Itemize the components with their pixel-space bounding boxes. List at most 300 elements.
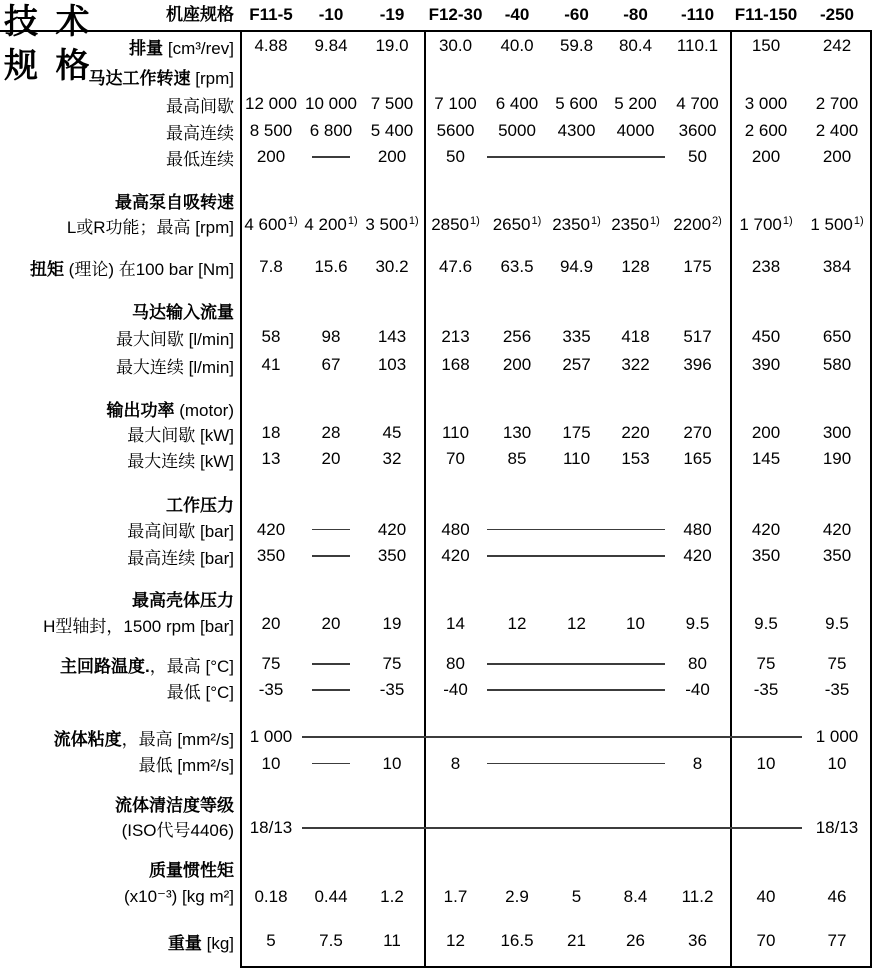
value-cell: 5 xyxy=(571,887,582,906)
table-row xyxy=(0,254,880,280)
table-row xyxy=(0,62,880,90)
row-label: 工作压力 xyxy=(166,495,234,515)
value-cell-continuation xyxy=(606,736,665,738)
value-cell: 200 xyxy=(502,355,532,374)
value-cell: 12 000 xyxy=(245,94,297,113)
value-cell: 18 xyxy=(261,423,281,442)
spacer-row xyxy=(0,378,880,396)
value-cell-continuation xyxy=(487,763,547,765)
value-cell: 350 xyxy=(751,546,781,565)
continuation-line xyxy=(312,529,350,531)
value-cell: 238 xyxy=(751,257,781,276)
value-cell: 5 200 xyxy=(614,94,657,113)
continuation-line xyxy=(487,555,547,557)
value-cell: 75 xyxy=(827,654,847,673)
column-header: -19 xyxy=(379,5,405,24)
value-cell: 16.5 xyxy=(500,931,534,950)
table-top-border xyxy=(0,30,872,32)
continuation-line xyxy=(312,156,350,158)
page-title-line2: 规 格 xyxy=(4,47,94,85)
row-label: 流体粘度，最高 [mm²/s] xyxy=(53,729,234,749)
value-cell: 200 xyxy=(377,147,407,166)
value-cell-continuation xyxy=(302,529,360,531)
value-cell: 0.44 xyxy=(314,887,348,906)
value-cell: 200 xyxy=(822,147,852,166)
table-row xyxy=(0,880,880,914)
value-cell: 420 xyxy=(256,519,286,539)
continuation-line xyxy=(730,827,802,829)
value-cell: 11 xyxy=(383,931,401,950)
row-label: 最高连续 xyxy=(166,123,234,143)
value-cell: 50 xyxy=(446,147,465,166)
table-row xyxy=(0,651,880,677)
value-cell-continuation xyxy=(302,827,360,829)
value-cell: 19.0 xyxy=(375,36,409,55)
continuation-line xyxy=(606,663,665,665)
value-cell: 20 xyxy=(321,614,341,633)
table-header-row xyxy=(0,0,872,30)
column-header: -60 xyxy=(564,5,589,24)
continuation-line xyxy=(547,529,606,531)
value-cell: 36 xyxy=(688,931,707,950)
value-cell: 12 xyxy=(507,614,527,633)
value-cell-continuation xyxy=(302,555,360,557)
value-cell: 335 xyxy=(562,327,591,346)
value-cell: -35 xyxy=(824,680,850,699)
continuation-line xyxy=(547,156,606,158)
value-cell: 75 xyxy=(756,654,776,673)
value-cell-continuation xyxy=(606,156,665,158)
value-cell-continuation xyxy=(665,736,730,738)
spacer-row xyxy=(0,238,880,254)
value-cell-continuation xyxy=(424,736,487,738)
value-cell: 58 xyxy=(261,327,281,346)
row-label: 最高间歇 [bar] xyxy=(127,522,234,541)
value-cell-continuation xyxy=(424,827,487,829)
value-cell: 80 xyxy=(446,654,465,673)
continuation-line xyxy=(606,156,665,158)
continuation-line xyxy=(606,555,665,557)
value-cell: 1 700 1) xyxy=(739,215,793,234)
value-cell: 350 xyxy=(377,546,407,565)
value-cell: 384 xyxy=(822,257,852,276)
value-cell: 40 xyxy=(756,887,776,906)
column-header: F11-150 xyxy=(734,5,798,24)
value-cell: 6 800 xyxy=(309,121,353,140)
continuation-line xyxy=(487,663,547,665)
value-cell: -40 xyxy=(443,680,468,699)
value-cell: 85 xyxy=(507,449,527,468)
row-label: 主回路温度.，最高 [°C] xyxy=(60,656,234,676)
spacer-row xyxy=(0,638,880,651)
value-cell: 257 xyxy=(562,355,591,374)
value-cell-continuation xyxy=(547,529,606,531)
value-cell: 10 xyxy=(382,753,402,773)
column-header: -10 xyxy=(318,5,344,24)
value-cell-continuation xyxy=(302,736,360,738)
value-cell-continuation xyxy=(302,156,360,158)
continuation-line xyxy=(547,663,606,665)
row-label: 最大间歇 [l/min] xyxy=(115,329,234,349)
table-row xyxy=(0,490,880,516)
row-label: L或R功能；最高 [rpm] xyxy=(66,217,234,237)
value-cell: 143 xyxy=(377,327,407,346)
table-row xyxy=(0,298,880,322)
table-row xyxy=(0,322,880,352)
continuation-line xyxy=(312,763,350,765)
value-cell: 517 xyxy=(683,327,712,346)
table-row xyxy=(0,144,880,170)
continuation-line xyxy=(665,736,730,738)
continuation-line xyxy=(487,689,547,691)
column-header: F11-5 xyxy=(249,5,293,24)
column-header: -40 xyxy=(504,5,530,24)
table-row xyxy=(0,446,880,472)
value-cell: 4 200 1) xyxy=(304,215,358,234)
value-cell: 12 xyxy=(446,931,465,950)
table-row xyxy=(0,610,880,638)
value-cell: 200 xyxy=(256,147,286,166)
value-cell-continuation xyxy=(606,763,665,765)
spacer-row xyxy=(0,280,880,298)
table-row xyxy=(0,750,880,777)
value-cell: 14 xyxy=(446,614,465,633)
row-label: 质量惯性矩 xyxy=(149,860,234,880)
value-cell-continuation xyxy=(547,156,606,158)
value-cell: 145 xyxy=(751,449,781,468)
column-header: -80 xyxy=(623,5,648,24)
value-cell: 63.5 xyxy=(500,257,534,276)
value-cell: 220 xyxy=(621,423,650,442)
row-label: 最高连续 [bar] xyxy=(127,548,234,568)
table-row xyxy=(0,352,880,378)
value-cell: 3 000 xyxy=(744,94,788,113)
value-cell: 165 xyxy=(683,449,712,468)
spacer-row xyxy=(0,472,880,490)
spacer-row xyxy=(0,956,880,968)
value-cell: 20 xyxy=(261,614,281,633)
table-row xyxy=(0,188,880,212)
value-cell: 9.84 xyxy=(314,36,348,55)
value-cell: 4.88 xyxy=(254,36,288,55)
value-cell: 420 xyxy=(751,519,781,539)
row-label: (x10⁻³) [kg m²] xyxy=(123,887,234,906)
value-cell: 130 xyxy=(502,423,532,442)
value-cell: 200 xyxy=(751,147,781,166)
value-cell: 28 xyxy=(321,423,341,442)
continuation-line xyxy=(547,689,606,691)
row-label: 最高壳体压力 xyxy=(132,590,234,610)
value-cell: 2350 1) xyxy=(552,215,601,234)
value-cell: 350 xyxy=(256,546,286,565)
value-cell: 13 xyxy=(261,449,281,468)
row-label: 排量 [cm³/rev] xyxy=(129,38,234,58)
value-cell: 5 600 xyxy=(555,94,598,113)
value-cell: 5600 xyxy=(436,121,475,140)
value-cell: 10 000 xyxy=(305,94,357,113)
value-cell: 9.5 xyxy=(825,614,849,633)
value-cell: 80.4 xyxy=(618,36,653,55)
table-row xyxy=(0,856,880,880)
value-cell: 10 xyxy=(756,753,776,773)
value-cell: 10 xyxy=(827,753,847,773)
table-row xyxy=(0,118,880,144)
continuation-line xyxy=(312,555,350,557)
continuation-line xyxy=(487,736,547,738)
table-row xyxy=(0,516,880,543)
value-cell: 6 400 xyxy=(495,94,539,113)
value-cell-continuation xyxy=(487,156,547,158)
value-cell: 26 xyxy=(626,931,645,950)
continuation-line xyxy=(487,827,547,829)
value-cell: 322 xyxy=(621,355,650,374)
row-label: H型轴封，1500 rpm [bar] xyxy=(43,616,234,636)
value-cell: 7.5 xyxy=(319,931,343,950)
value-cell: 2 700 xyxy=(815,94,859,113)
table-row xyxy=(0,791,880,815)
value-cell-continuation xyxy=(547,555,606,557)
value-cell: 128 xyxy=(621,257,650,276)
value-cell: 21 xyxy=(567,931,586,950)
spacer-row xyxy=(0,777,880,791)
value-cell: 270 xyxy=(683,423,712,442)
value-cell: 420 xyxy=(441,546,470,565)
value-cell-continuation xyxy=(606,689,665,691)
value-cell: 390 xyxy=(751,355,781,374)
value-cell: 420 xyxy=(683,546,712,565)
value-cell: 110.1 xyxy=(676,36,719,55)
row-label: 输出功率 (motor) xyxy=(106,400,234,420)
row-label: 最低 [mm²/s] xyxy=(138,756,234,775)
value-cell: 2650 1) xyxy=(492,215,542,234)
value-cell: 7 100 xyxy=(434,94,477,113)
value-cell-continuation xyxy=(487,689,547,691)
table-row xyxy=(0,420,880,446)
value-cell: 11.2 xyxy=(681,887,714,906)
row-label: 重量 [kg] xyxy=(167,933,234,953)
value-cell: 103 xyxy=(377,355,407,374)
value-cell-continuation xyxy=(487,663,547,665)
value-cell: 350 xyxy=(822,546,852,565)
table-row xyxy=(0,926,880,956)
value-cell: -35 xyxy=(379,680,405,699)
value-cell: 110 xyxy=(562,449,591,468)
spacer-row xyxy=(0,170,880,188)
continuation-line xyxy=(360,736,424,738)
value-cell: 10 xyxy=(261,753,281,773)
continuation-line xyxy=(302,827,360,829)
value-cell: 41 xyxy=(261,355,281,374)
value-cell: 9.5 xyxy=(685,614,710,633)
spacer-row xyxy=(0,841,880,856)
value-cell: 45 xyxy=(382,423,402,442)
row-label: 马达工作转速 [rpm] xyxy=(88,68,234,88)
value-cell: 3 500 1) xyxy=(365,215,419,234)
value-cell: 175 xyxy=(562,423,591,442)
row-label: 最低连续 xyxy=(166,149,234,169)
value-cell: -35 xyxy=(258,680,284,699)
value-cell: 5 xyxy=(266,931,276,950)
value-cell: 8 xyxy=(692,753,703,773)
value-cell: 70 xyxy=(446,449,465,468)
frame-size-header: 机座规格 xyxy=(166,5,234,24)
row-label: 最大连续 [l/min] xyxy=(115,357,234,377)
value-cell: 190 xyxy=(822,449,852,468)
value-cell: 12 xyxy=(567,614,586,633)
continuation-line xyxy=(665,827,730,829)
value-cell: 2850 1) xyxy=(431,215,480,234)
value-cell: 40.0 xyxy=(500,36,534,55)
spacer-row xyxy=(0,703,880,724)
value-cell-continuation xyxy=(487,555,547,557)
continuation-line xyxy=(487,763,547,765)
row-label: 最大连续 [kW] xyxy=(127,451,234,471)
table-row xyxy=(0,212,880,238)
value-cell: 67 xyxy=(321,355,341,374)
value-cell: 1 000 xyxy=(815,727,859,746)
continuation-line xyxy=(424,827,487,829)
value-cell: 18/13 xyxy=(249,818,293,837)
value-cell: 4 700 xyxy=(676,94,719,113)
value-cell: 480 xyxy=(441,519,470,539)
value-cell: -35 xyxy=(753,680,779,699)
value-cell-continuation xyxy=(547,763,606,765)
value-cell: 46 xyxy=(827,887,847,906)
value-cell-continuation xyxy=(360,827,424,829)
value-cell: 77 xyxy=(827,931,847,950)
column-header: -250 xyxy=(819,5,855,24)
value-cell: 450 xyxy=(751,327,781,346)
value-cell: 50 xyxy=(688,147,707,166)
value-cell: 175 xyxy=(683,257,712,276)
value-cell: 2.9 xyxy=(505,887,529,906)
value-cell: 1.7 xyxy=(443,887,468,906)
value-cell: 30.0 xyxy=(438,36,473,55)
column-header: -110 xyxy=(680,5,715,24)
value-cell: 5 400 xyxy=(370,121,414,140)
table-row xyxy=(0,815,880,841)
table-row xyxy=(0,396,880,420)
value-cell: 7 500 xyxy=(370,94,414,113)
value-cell: 300 xyxy=(822,423,852,442)
value-cell: 2200 2) xyxy=(673,215,722,234)
continuation-line xyxy=(312,663,350,665)
table-row xyxy=(0,724,880,750)
table-row xyxy=(0,30,880,62)
continuation-line xyxy=(606,689,665,691)
value-cell-continuation xyxy=(606,529,665,531)
row-label: 流体清洁度等级 xyxy=(115,795,234,815)
value-cell-continuation xyxy=(730,736,802,738)
value-cell: 1.2 xyxy=(380,887,404,906)
row-label: 扭矩 (理论) 在100 bar [Nm] xyxy=(29,259,234,279)
value-cell: 153 xyxy=(621,449,650,468)
continuation-line xyxy=(547,763,606,765)
value-cell: 4300 xyxy=(557,121,596,140)
value-cell: 8 500 xyxy=(249,121,293,140)
value-cell: 420 xyxy=(377,519,407,539)
value-cell: 75 xyxy=(382,654,402,673)
value-cell-continuation xyxy=(487,827,547,829)
value-cell: 2 400 xyxy=(815,121,859,140)
value-cell: 98 xyxy=(321,327,341,346)
continuation-line xyxy=(487,156,547,158)
value-cell-continuation xyxy=(547,663,606,665)
continuation-line xyxy=(606,736,665,738)
value-cell-continuation xyxy=(606,827,665,829)
value-cell: 10 xyxy=(626,614,645,633)
value-cell: 80 xyxy=(688,654,707,673)
continuation-line xyxy=(312,689,350,691)
value-cell-continuation xyxy=(302,689,360,691)
continuation-line xyxy=(730,736,802,738)
value-cell: 9.5 xyxy=(754,614,778,633)
value-cell-continuation xyxy=(487,529,547,531)
value-cell: -40 xyxy=(685,680,710,699)
row-label: 最低 [°C] xyxy=(166,682,234,702)
continuation-line xyxy=(547,827,606,829)
value-cell: 200 xyxy=(751,423,781,442)
value-cell: 420 xyxy=(822,519,852,539)
table-row xyxy=(0,677,880,703)
value-cell-continuation xyxy=(665,827,730,829)
value-cell: 15.6 xyxy=(314,257,348,276)
row-label: (ISO代号4406) xyxy=(121,820,234,840)
continuation-line xyxy=(424,736,487,738)
value-cell: 4000 xyxy=(616,121,655,140)
value-cell: 75 xyxy=(261,654,281,673)
value-cell-continuation xyxy=(547,736,606,738)
value-cell: 2 600 xyxy=(744,121,788,140)
page-title xyxy=(4,0,93,88)
value-cell: 20 xyxy=(321,449,341,468)
value-cell: 7.8 xyxy=(259,257,283,276)
value-cell: 396 xyxy=(683,355,712,374)
value-cell-continuation xyxy=(487,736,547,738)
value-cell: 3600 xyxy=(678,121,717,140)
value-cell: 1 500 1) xyxy=(810,215,864,234)
table-row xyxy=(0,90,880,118)
value-cell: 4 600 1) xyxy=(244,215,298,234)
table-row xyxy=(0,586,880,610)
value-cell: 213 xyxy=(441,327,470,346)
row-label: 最高间歇 xyxy=(166,96,234,116)
value-cell: 70 xyxy=(756,931,776,950)
table-row xyxy=(0,543,880,569)
value-cell-continuation xyxy=(302,763,360,765)
value-cell: 418 xyxy=(621,327,650,346)
value-cell-continuation xyxy=(547,827,606,829)
value-cell: 5000 xyxy=(498,121,536,140)
value-cell: 8 xyxy=(450,753,461,773)
continuation-line xyxy=(606,763,665,765)
continuation-line xyxy=(360,827,424,829)
value-cell: 0.18 xyxy=(254,887,288,906)
value-cell: 650 xyxy=(822,327,852,346)
value-cell: 168 xyxy=(441,355,470,374)
value-cell-continuation xyxy=(606,555,665,557)
value-cell: 480 xyxy=(683,519,712,539)
value-cell: 110 xyxy=(441,423,470,442)
table-body xyxy=(0,30,880,968)
value-cell-continuation xyxy=(547,689,606,691)
value-cell: 150 xyxy=(751,36,781,55)
row-label: 最高泵自吸转速 xyxy=(115,192,234,212)
row-label: 最大间歇 [kW] xyxy=(127,425,234,445)
continuation-line xyxy=(606,827,665,829)
column-header: F12-30 xyxy=(428,5,483,24)
value-cell: 18/13 xyxy=(815,818,859,837)
